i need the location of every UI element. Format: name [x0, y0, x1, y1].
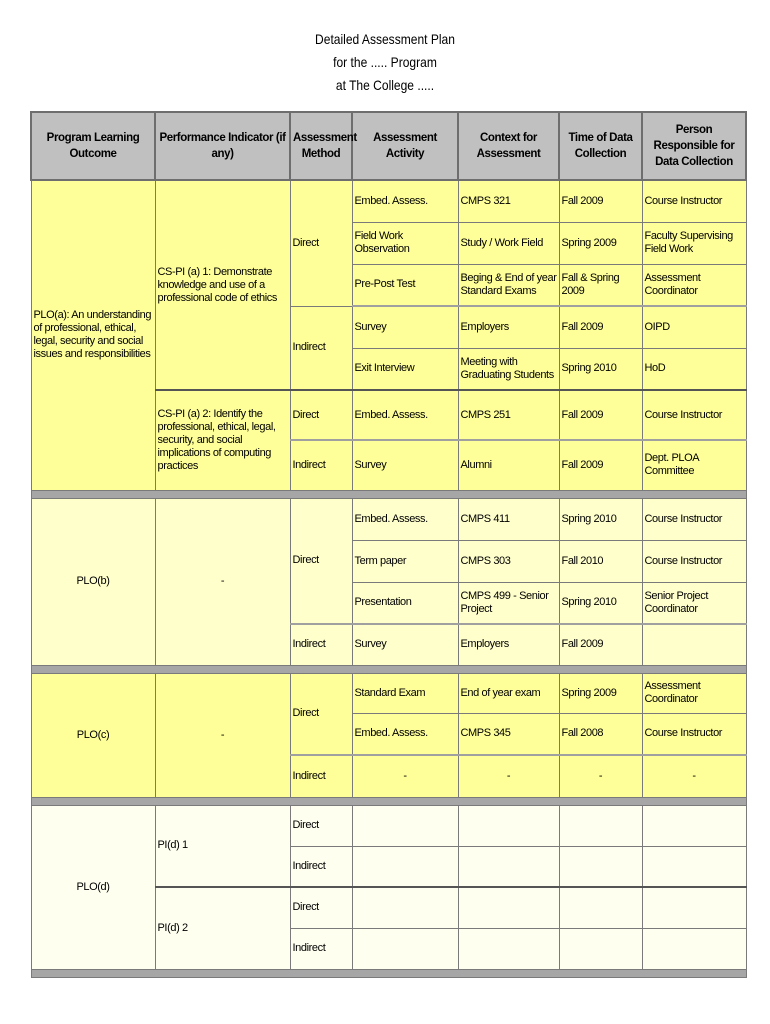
person-cell: OIPD — [642, 306, 746, 348]
context-cell: Meeting with Graduating Students — [458, 348, 559, 390]
activity-cell: Exit Interview — [352, 348, 458, 390]
person-cell — [642, 624, 746, 665]
plo-b-method-indirect: Indirect — [290, 624, 352, 665]
plo-c-outcome: PLO(c) — [31, 673, 155, 797]
plo-d-pi2: PI(d) 2 — [155, 887, 290, 969]
section-separator — [31, 969, 746, 977]
time-cell: Spring 2010 — [559, 498, 642, 540]
time-cell: Fall 2009 — [559, 180, 642, 222]
person-cell: Dept. PLOA Committee — [642, 440, 746, 490]
context-cell: CMPS 303 — [458, 540, 559, 582]
context-cell: Employers — [458, 624, 559, 665]
header-row — [31, 112, 746, 180]
header-indicator: Performance Indicator (if any) — [155, 112, 290, 180]
person-cell: Course Instructor — [642, 180, 746, 222]
time-cell: Spring 2009 — [559, 673, 642, 713]
person-cell: Assessment Coordinator — [642, 673, 746, 713]
activity-cell: Presentation — [352, 582, 458, 624]
person-cell: Course Instructor — [642, 713, 746, 755]
person-cell: HoD — [642, 348, 746, 390]
header-method: Assessment Method — [290, 112, 352, 180]
context-cell: CMPS 499 - Senior Project — [458, 582, 559, 624]
plo-a-outcome: PLO(a): An understanding of professional, ethical, legal, security and social issues and responsibilities — [31, 180, 155, 490]
activity-cell: - — [352, 755, 458, 797]
time-cell: Fall 2009 — [559, 440, 642, 490]
context-cell: CMPS 411 — [458, 498, 559, 540]
plo-a-pi2: CS-PI (a) 2: Identify the professional, ethical, legal, security, and social implications of computing practices — [155, 390, 290, 490]
context-cell: Employers — [458, 306, 559, 348]
plo-a-method-direct-2: Direct — [290, 390, 352, 440]
title-line-3: at The College ..... — [335, 77, 435, 93]
document-title — [54, 28, 716, 97]
activity-cell: Survey — [352, 624, 458, 665]
plo-d-method: Direct — [290, 805, 352, 846]
context-cell: CMPS 321 — [458, 180, 559, 222]
time-cell: Spring 2009 — [559, 222, 642, 264]
plo-a-method-indirect: Indirect — [290, 306, 352, 390]
plo-a-method-indirect-2: Indirect — [290, 440, 352, 490]
assessment-plan-table — [30, 111, 747, 978]
plo-b-outcome: PLO(b) — [31, 498, 155, 665]
time-cell: Fall 2009 — [559, 390, 642, 440]
header-activity: Assessment Activity — [352, 112, 458, 180]
section-separator — [31, 490, 746, 498]
time-cell: Fall 2009 — [559, 624, 642, 665]
context-cell: Alumni — [458, 440, 559, 490]
plo-b-method-direct: Direct — [290, 498, 352, 624]
plo-c-method-direct: Direct — [290, 673, 352, 755]
activity-cell: Embed. Assess. — [352, 498, 458, 540]
time-cell: Fall 2010 — [559, 540, 642, 582]
section-separator — [31, 797, 746, 805]
activity-cell: Term paper — [352, 540, 458, 582]
table-row — [31, 498, 746, 540]
context-cell: Study / Work Field — [458, 222, 559, 264]
activity-cell: Pre-Post Test — [352, 264, 458, 306]
plo-c-pi: - — [155, 673, 290, 797]
activity-cell: Survey — [352, 440, 458, 490]
plo-d-method: Indirect — [290, 846, 352, 887]
activity-cell: Survey — [352, 306, 458, 348]
activity-cell: Embed. Assess. — [352, 713, 458, 755]
title-line-1: Detailed Assessment Plan — [315, 31, 455, 47]
plo-c-method-indirect: Indirect — [290, 755, 352, 797]
plo-a-pi1: CS-PI (a) 1: Demonstrate knowledge and use of a professional code of ethics — [155, 180, 290, 390]
time-cell: Fall & Spring 2009 — [559, 264, 642, 306]
title-line-2: for the ..... Program — [333, 54, 437, 70]
person-cell: Senior Project Coordinator — [642, 582, 746, 624]
plo-b-pi: - — [155, 498, 290, 665]
activity-cell: Field Work Observation — [352, 222, 458, 264]
plo-d-method: Indirect — [290, 928, 352, 969]
time-cell: Fall 2008 — [559, 713, 642, 755]
person-cell: Assessment Coordinator — [642, 264, 746, 306]
time-cell: Spring 2010 — [559, 582, 642, 624]
table-row — [31, 805, 746, 846]
time-cell: Spring 2010 — [559, 348, 642, 390]
activity-cell: Embed. Assess. — [352, 180, 458, 222]
time-cell: Fall 2009 — [559, 306, 642, 348]
header-time: Time of Data Collection — [559, 112, 642, 180]
person-cell: Course Instructor — [642, 390, 746, 440]
header-person: Person Responsible for Data Collection — [642, 112, 746, 180]
context-cell: CMPS 251 — [458, 390, 559, 440]
plo-d-method: Direct — [290, 887, 352, 928]
time-cell: - — [559, 755, 642, 797]
header-context: Context for Assessment — [458, 112, 559, 180]
table-row — [31, 673, 746, 713]
context-cell: - — [458, 755, 559, 797]
activity-cell: Standard Exam — [352, 673, 458, 713]
context-cell: CMPS 345 — [458, 713, 559, 755]
activity-cell: Embed. Assess. — [352, 390, 458, 440]
person-cell: Faculty Supervising Field Work — [642, 222, 746, 264]
plo-d-outcome: PLO(d) — [31, 805, 155, 969]
table-row — [31, 180, 746, 222]
context-cell: End of year exam — [458, 673, 559, 713]
person-cell: - — [642, 755, 746, 797]
person-cell: Course Instructor — [642, 540, 746, 582]
context-cell: Beging & End of year Standard Exams — [458, 264, 559, 306]
section-separator — [31, 665, 746, 673]
person-cell: Course Instructor — [642, 498, 746, 540]
plo-d-pi1: PI(d) 1 — [155, 805, 290, 887]
plo-a-method-direct: Direct — [290, 180, 352, 306]
header-outcome: Program Learning Outcome — [31, 112, 155, 180]
